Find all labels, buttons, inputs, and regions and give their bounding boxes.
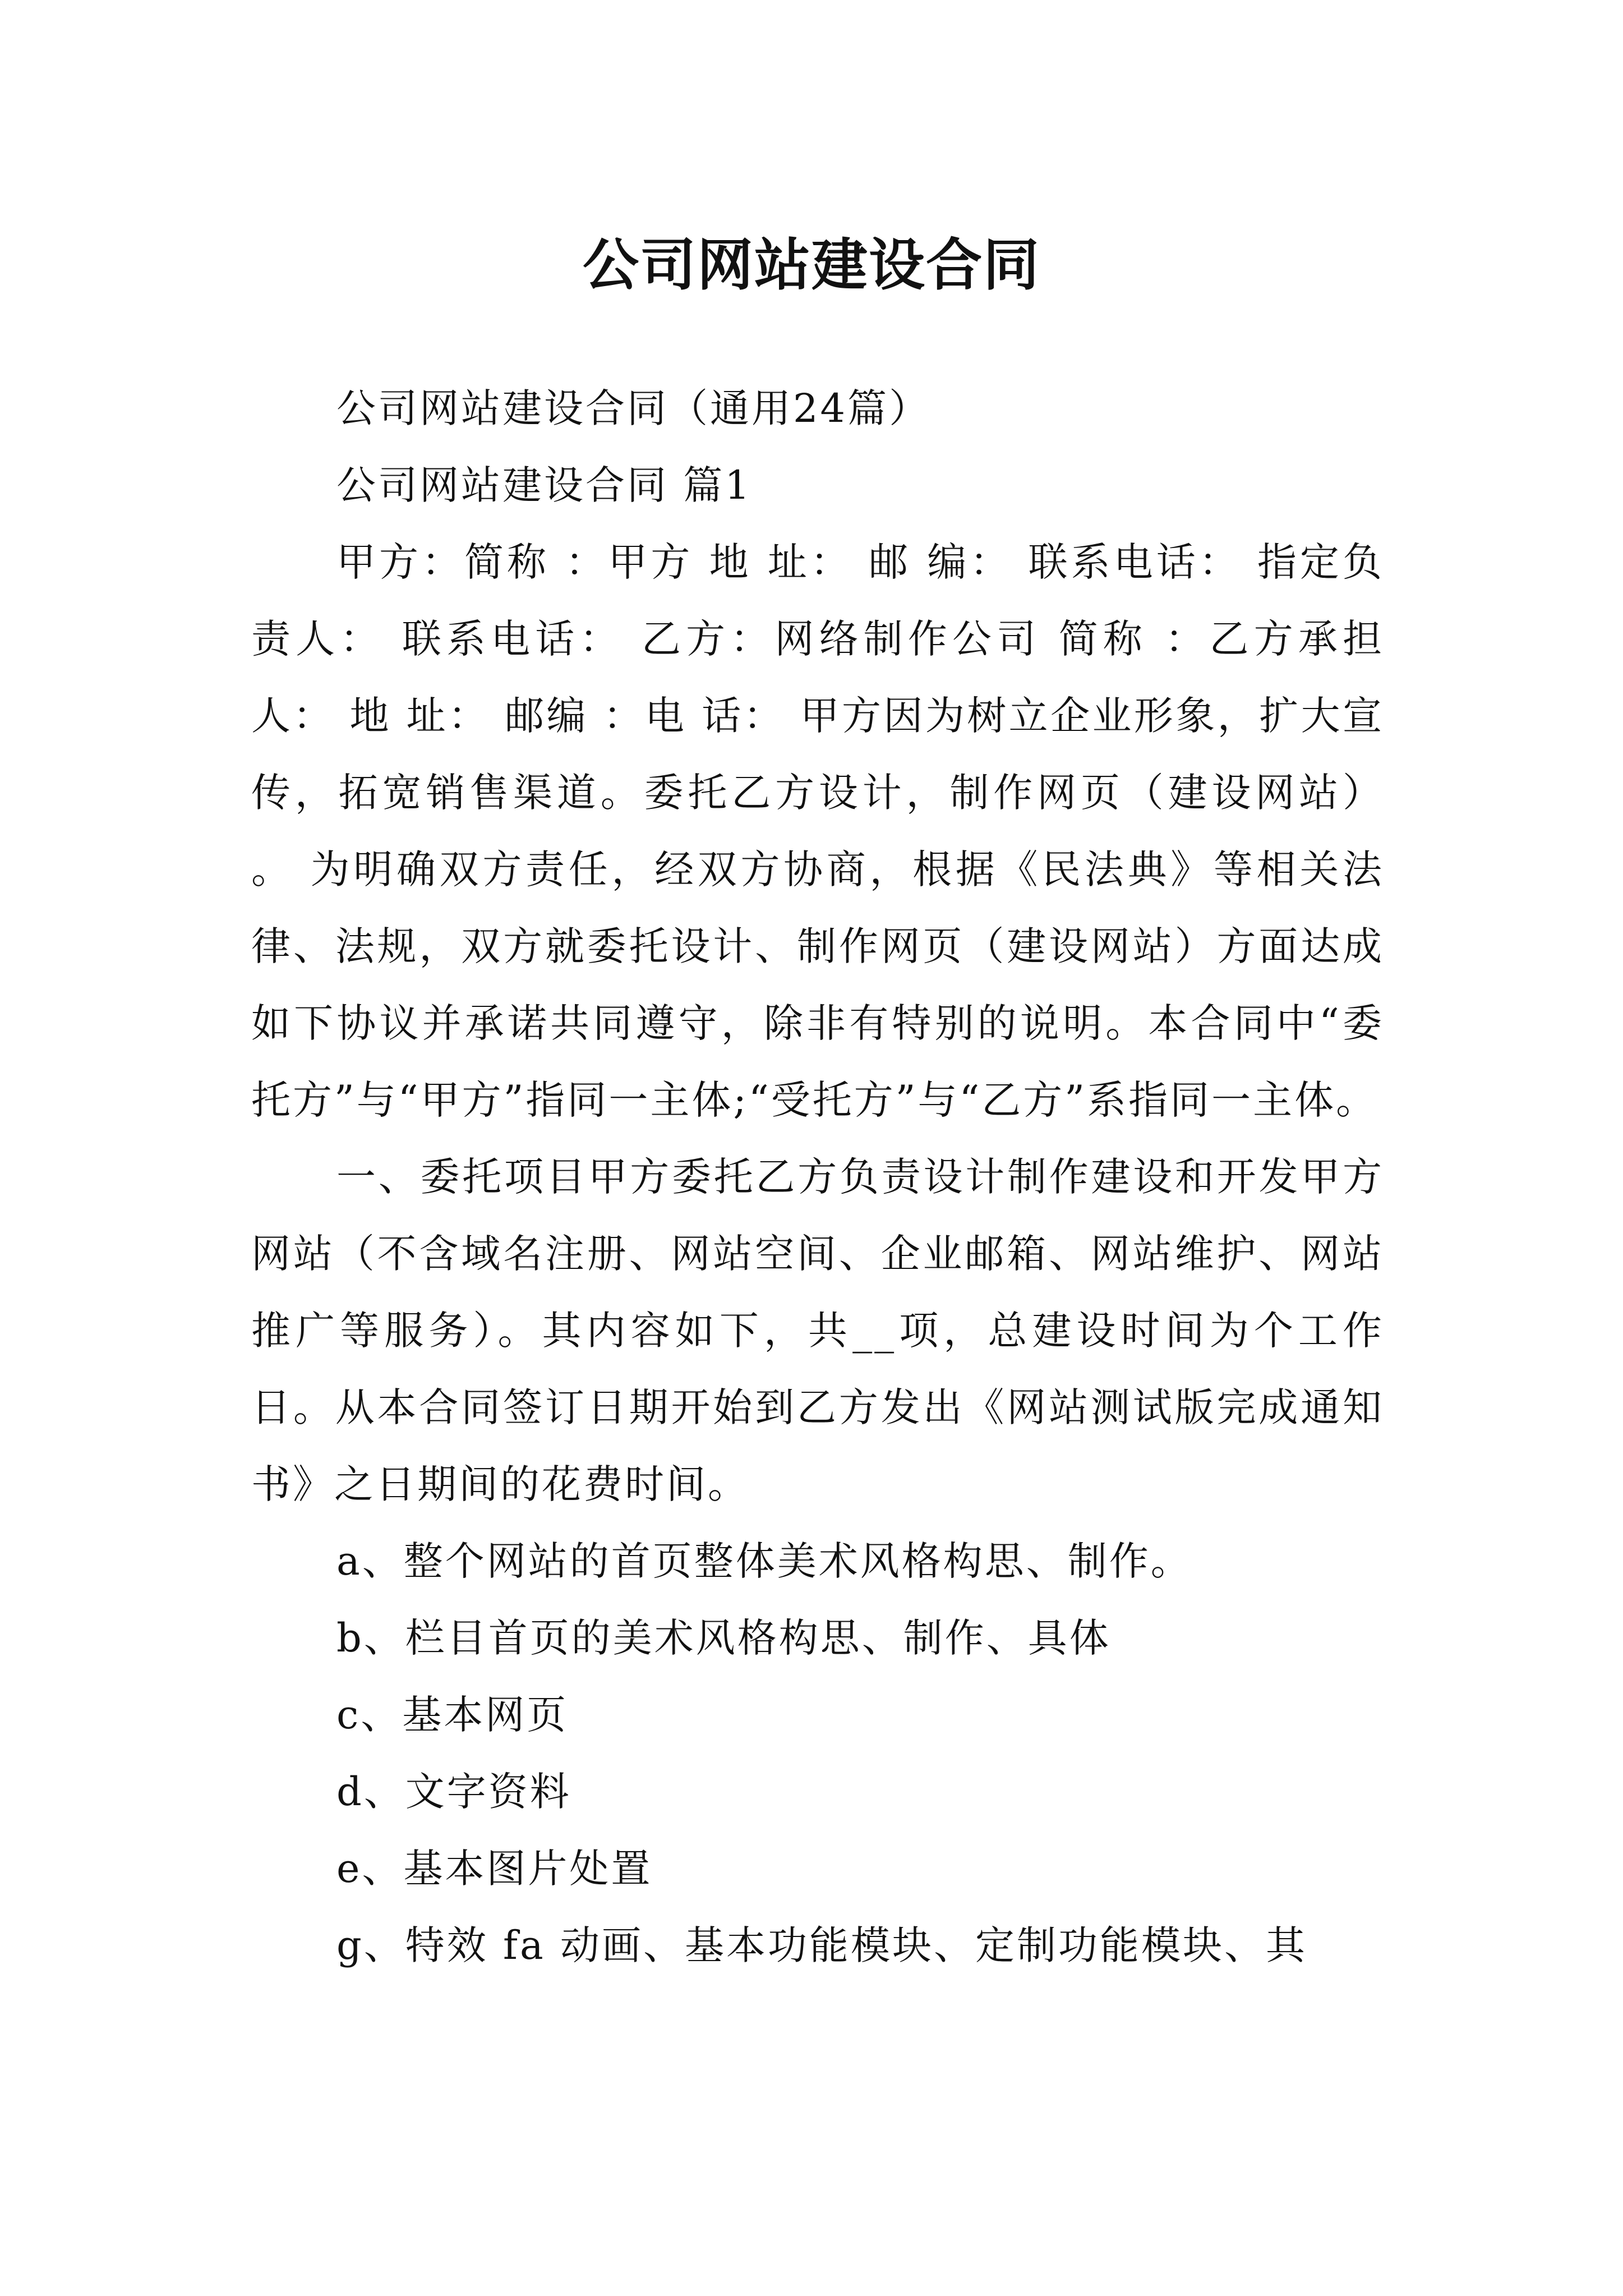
list-item-d: d、文字资料 xyxy=(336,1769,571,1815)
paragraph-section-heading: 公司网站建设合同 篇1 xyxy=(336,462,752,508)
paragraph-subtitle: 公司网站建设合同（通用24篇） xyxy=(336,385,931,431)
list-item-a: a、整个网站的首页整体美术风格构思、制作。 xyxy=(336,1538,1192,1584)
document-body xyxy=(251,370,1384,1984)
list-item-b: b、栏目首页的美术风格构思、制作、具体 xyxy=(336,1615,1111,1661)
paragraph-parties: 甲方：简称 ：甲方 地 址： 邮 编： 联系电话： 指定负责人： 联系电话： 乙方：网络制作公司 简称 ：乙方承担人： 地 址： 邮编 ：电 话： 甲方因为树立企业形象，扩大宣传，拓宽销售渠道。委托乙方设计，制作网页（建设网站） 。 为明确双方责任，经双方协商，根据《民法典》等相关法律、法规，双方就委托设计、制作网页（建设网站）方面达成如下协议并承诺共同遵守，除非有特别的说明。本合同中“委托方”与“甲方”指同一主体;“受托方”与“乙方”系指同一主体。 xyxy=(251,539,1384,1123)
list-item-c: c、基本网页 xyxy=(336,1692,569,1738)
list-item-g: g、特效 fa 动画、基本功能模块、定制功能模块、其 xyxy=(336,1922,1307,1968)
paragraph-clause-1: 一、委托项目甲方委托乙方负责设计制作建设和开发甲方网站（不含域名注册、网站空间、企业邮箱、网站维护、网站推广等服务）。其内容如下，共__项，总建设时间为个工作日。从本合同签订日期开始到乙方发出《网站测试版完成通知书》之日期间的花费时间。 xyxy=(251,1154,1384,1507)
list-item-e: e、基本图片处置 xyxy=(336,1846,653,1892)
document-title: 公司网站建设合同 xyxy=(583,232,1040,298)
